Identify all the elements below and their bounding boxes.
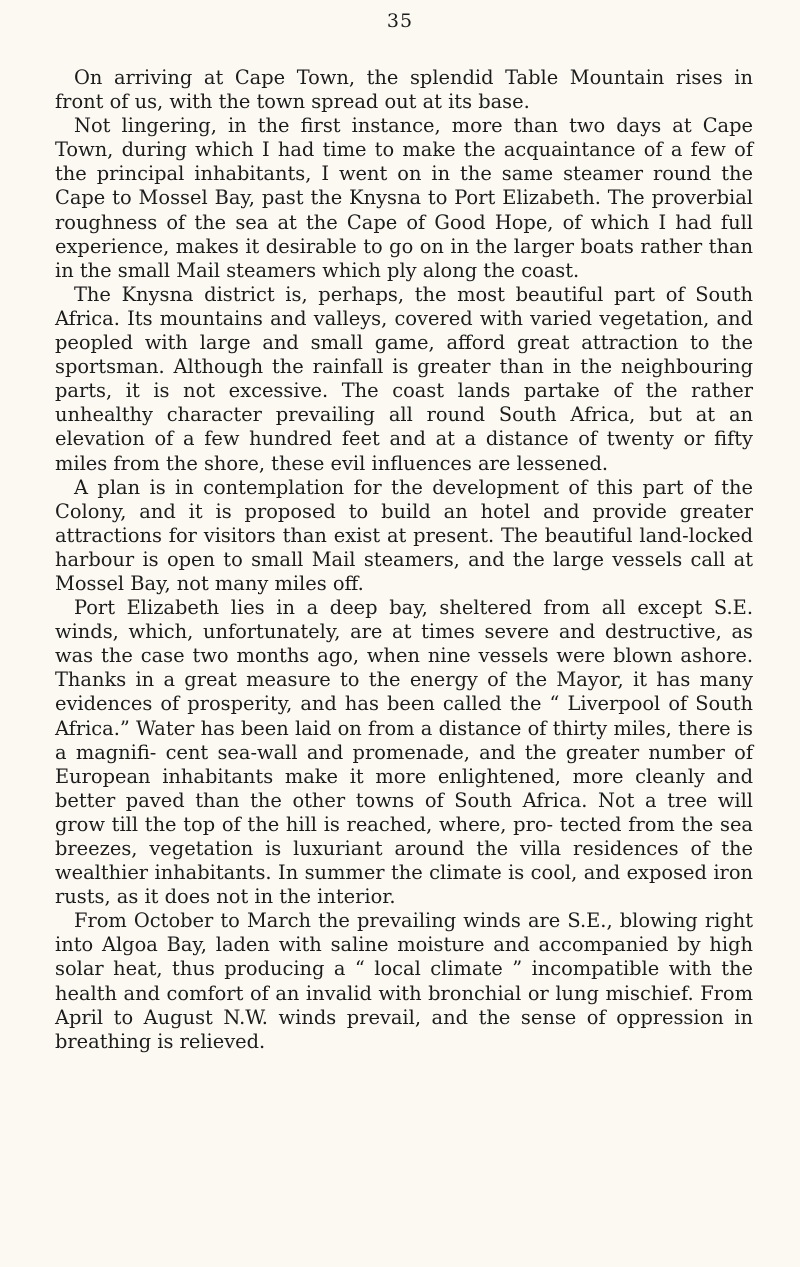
page-number: 35	[386, 10, 414, 32]
paragraph-cape-town: On arriving at Cape Town, the splendid Table Mountain rises in front of us, with the town spread out at its base.	[55, 66, 753, 114]
paragraph-port-elizabeth: Port Elizabeth lies in a deep bay, sheltered from all except S.E. winds, which, unfortunately, are at times severe and destructive, as was the case two months ago, when nine vessels were blown ashore. Thanks in a great measure to the energy of the Mayor, it has many evidences of prosperity, and has been called the “ Liverpool of South Africa.” Water has been laid on from a distance of thirty miles, there is a magnifi- cent sea-wall and promenade, and the greater number of European inhabitants make it more enlightened, more cleanly and better paved than the other towns of South Africa. Not a tree will grow till the top of the hill is reached, where, pro- tected from the sea breezes, vegetation is luxuriant around the villa residences of the wealthier inhabitants. In summer the climate is cool, and exposed iron rusts, as it does not in the interior.	[55, 596, 753, 909]
paragraph-prevailing-winds: From October to March the prevailing winds are S.E., blowing right into Algoa Bay, laden with saline moisture and accompanied by high solar heat, thus producing a “ local climate ” incompatible with the health and comfort of an invalid with bronchial or lung mischief. From April to August N.W. winds prevail, and the sense of oppression in breathing is relieved.	[55, 909, 753, 1053]
paragraph-knysna-district: The Knysna district is, perhaps, the most beautiful part of South Africa. Its mountains and valleys, covered with varied vegetation, and peopled with large and small game, afford great attraction to the sportsman. Although the rainfall is greater than in the neighbouring parts, it is not excessive. The coast lands partake of the rather unhealthy character prevailing all round South Africa, but at an elevation of a few hundred feet and at a distance of twenty or fifty miles from the shore, these evil influences are lessened.	[55, 282, 753, 475]
paragraph-colony-development: A plan is in contemplation for the development of this part of the Colony, and it is proposed to build an hotel and provide greater attractions for visitors than exist at present. The beautiful land-locked harbour is open to small Mail steamers, and the large vessels call at Mossel Bay, not many miles off.	[55, 475, 753, 595]
body-text	[55, 66, 753, 1054]
paragraph-mossel-bay-voyage: Not lingering, in the first instance, more than two days at Cape Town, during which I had time to make the acquaintance of a few of the principal inhabitants, I went on in the same steamer round the Cape to Mossel Bay, past the Knysna to Port Elizabeth. The proverbial roughness of the sea at the Cape of Good Hope, of which I had full experience, makes it desirable to go on in the larger boats rather than in the small Mail steamers which ply along the coast.	[55, 114, 753, 282]
